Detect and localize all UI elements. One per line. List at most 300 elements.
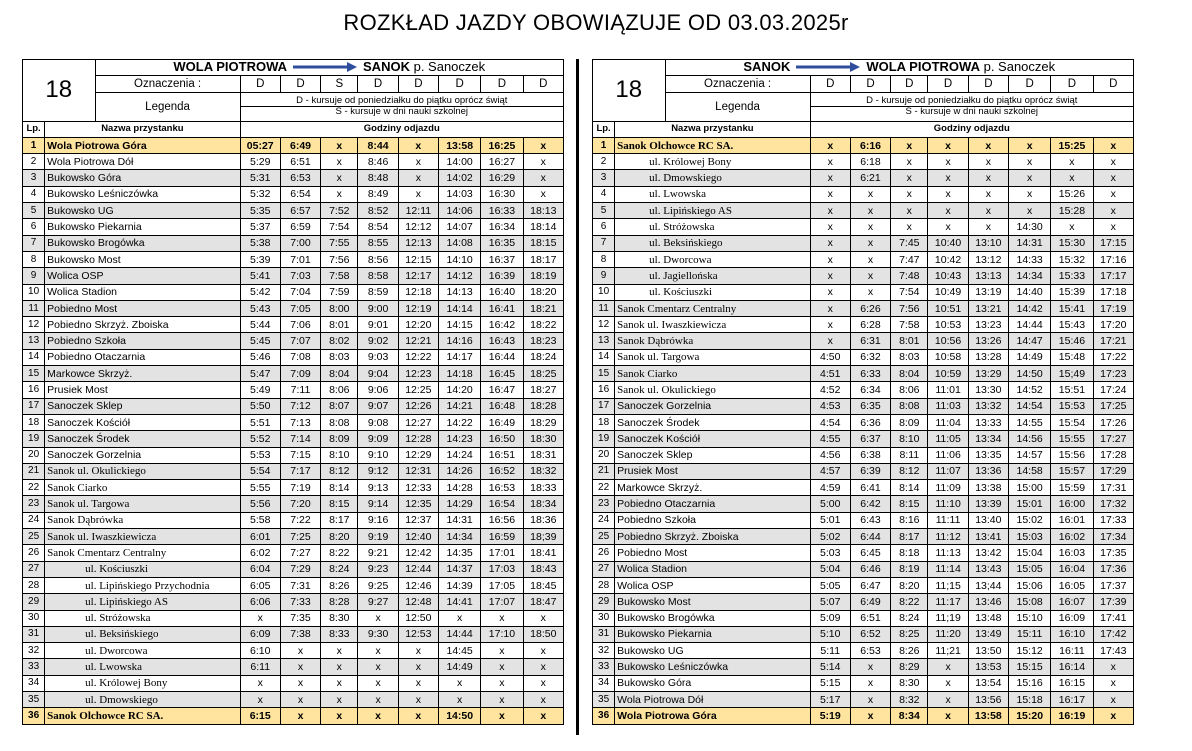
stop-row xyxy=(23,317,564,333)
departure-time: 18:32 xyxy=(523,463,563,479)
departure-time: 8:18 xyxy=(891,545,928,561)
departure-time: 18:25 xyxy=(523,366,563,382)
stop-name: Sanok Olchowce RC SA. xyxy=(615,137,810,153)
departure-time: 5:47 xyxy=(240,366,280,382)
stop-number: 5 xyxy=(23,203,45,219)
stop-name: Wolica OSP xyxy=(45,268,240,284)
departure-time: x xyxy=(481,708,523,724)
departure-time: 12:28 xyxy=(398,431,438,447)
stop-name: ul. Królowej Bony xyxy=(615,154,810,170)
stop-name: Bukowsko Leśniczówka xyxy=(45,186,240,202)
departure-time: 10:40 xyxy=(928,235,968,251)
departure-time: x xyxy=(1008,137,1050,153)
stop-number: 31 xyxy=(23,626,45,642)
legend-label: Legenda xyxy=(95,92,240,121)
departure-time: 8:17 xyxy=(891,529,928,545)
departure-time: 13:50 xyxy=(968,643,1008,659)
stop-row xyxy=(23,366,564,382)
stop-name: Sanok Cmentarz Centralny xyxy=(615,300,810,316)
stop-name: Bukowsko Most xyxy=(45,251,240,267)
departure-time: 7:35 xyxy=(280,610,320,626)
stop-number: 11 xyxy=(593,300,615,316)
departure-time: 5:45 xyxy=(240,333,280,349)
stop-row xyxy=(23,398,564,414)
departure-time: 14:50 xyxy=(438,708,480,724)
departure-time: 8:30 xyxy=(891,675,928,691)
departure-time: 6:49 xyxy=(850,594,890,610)
departure-time: 7:29 xyxy=(280,561,320,577)
departure-time: 8:00 xyxy=(321,300,358,316)
stop-row xyxy=(23,594,564,610)
departure-time: x xyxy=(928,708,968,724)
stop-name: ul. Jagiellońska xyxy=(615,268,810,284)
departure-time: 9:13 xyxy=(358,480,398,496)
stop-row xyxy=(23,691,564,707)
departure-time: 16:11 xyxy=(1051,643,1093,659)
departure-time: 6:35 xyxy=(850,398,890,414)
stop-row xyxy=(593,610,1134,626)
departure-time: 15:33 xyxy=(1051,268,1093,284)
departure-time: x xyxy=(850,659,890,675)
departure-time: 8:02 xyxy=(321,333,358,349)
departure-time: 17:43 xyxy=(1093,643,1133,659)
stop-name: Wolica OSP xyxy=(615,577,810,593)
departure-time: x xyxy=(891,219,928,235)
stop-row xyxy=(593,268,1134,284)
departure-time: x xyxy=(1093,675,1133,691)
course-marker: D xyxy=(1051,76,1093,92)
departure-time: x xyxy=(358,675,398,691)
departure-time: 17:36 xyxy=(1093,561,1133,577)
departure-time: x xyxy=(810,333,850,349)
course-marker: D xyxy=(1008,76,1050,92)
departure-time: 8:34 xyxy=(891,708,928,724)
departure-time: 5:17 xyxy=(810,691,850,707)
departure-time: 12:18 xyxy=(398,284,438,300)
departure-time: 18:45 xyxy=(523,577,563,593)
stop-number: 27 xyxy=(23,561,45,577)
departure-time: 5:03 xyxy=(810,545,850,561)
departure-time: 11:13 xyxy=(928,545,968,561)
departure-time: 6:21 xyxy=(850,170,890,186)
stop-number: 34 xyxy=(593,675,615,691)
stop-number: 35 xyxy=(23,691,45,707)
departure-time: 6:59 xyxy=(280,219,320,235)
departure-time: 6:37 xyxy=(850,431,890,447)
col-lp: Lp. xyxy=(23,121,45,137)
departure-time: x xyxy=(438,610,480,626)
departure-time: 16:33 xyxy=(481,203,523,219)
departure-time: 14:49 xyxy=(438,659,480,675)
departure-time: 7:00 xyxy=(280,235,320,251)
stop-row xyxy=(23,447,564,463)
departure-time: 12:33 xyxy=(398,480,438,496)
departure-time: 7:56 xyxy=(891,300,928,316)
legend-line-d: D - kursuje od poniedziałku do piątku oprócz świąt xyxy=(296,95,508,107)
route-via: p. Sanoczek xyxy=(413,59,486,75)
departure-time: 9:16 xyxy=(358,512,398,528)
stop-name: Bukowsko Piekarnia xyxy=(45,219,240,235)
stop-number: 14 xyxy=(23,349,45,365)
departure-time: 6:44 xyxy=(850,529,890,545)
departure-time: 7:03 xyxy=(280,268,320,284)
departure-time: 8:25 xyxy=(891,626,928,642)
stop-name: Sanok Olchowce RC SA. xyxy=(45,708,240,724)
departure-time: 11:04 xyxy=(928,414,968,430)
departure-time: x xyxy=(398,675,438,691)
departure-time: x xyxy=(280,708,320,724)
departure-time: 5:32 xyxy=(240,186,280,202)
stop-name: Markowce Skrzyż. xyxy=(615,480,810,496)
departure-time: x xyxy=(850,186,890,202)
departure-time: 7:54 xyxy=(321,219,358,235)
departure-time: 11:06 xyxy=(928,447,968,463)
stop-name: Prusiek Most xyxy=(615,463,810,479)
departure-time: 8:22 xyxy=(321,545,358,561)
stop-number: 7 xyxy=(593,235,615,251)
departure-time: 9:09 xyxy=(358,431,398,447)
departure-time: x xyxy=(850,708,890,724)
stop-row xyxy=(23,480,564,496)
departure-time: 18:36 xyxy=(523,512,563,528)
departure-time: x xyxy=(1008,203,1050,219)
departure-time: 6:10 xyxy=(240,643,280,659)
departure-time: 5:02 xyxy=(810,529,850,545)
departure-time: 8:01 xyxy=(321,317,358,333)
stop-name: ul. Lipińskiego AS xyxy=(615,203,810,219)
departure-time: 9:21 xyxy=(358,545,398,561)
departure-time: x xyxy=(1093,137,1133,153)
departure-time: 8:54 xyxy=(358,219,398,235)
departure-time: 11;21 xyxy=(928,643,968,659)
departure-time: x xyxy=(891,186,928,202)
departure-time: 14:24 xyxy=(438,447,480,463)
departure-time: 5:54 xyxy=(240,463,280,479)
route-to: SANOK xyxy=(363,59,410,75)
stop-row xyxy=(593,414,1134,430)
stop-name: ul. Kościuszki xyxy=(615,284,810,300)
departure-time: 14:49 xyxy=(1008,349,1050,365)
departure-time: 5:04 xyxy=(810,561,850,577)
stop-number: 13 xyxy=(593,333,615,349)
departure-time: 14:44 xyxy=(438,626,480,642)
departure-time: 12:31 xyxy=(398,463,438,479)
departure-time: x xyxy=(398,137,438,153)
departure-time: 17:34 xyxy=(1093,529,1133,545)
stop-name: Pobiedno Most xyxy=(615,545,810,561)
departure-time: 17:16 xyxy=(1093,251,1133,267)
departure-time: 10:43 xyxy=(928,268,968,284)
stop-row xyxy=(23,529,564,545)
departure-time: 6:04 xyxy=(240,561,280,577)
departure-time: x xyxy=(968,154,1008,170)
departure-time: 8:08 xyxy=(891,398,928,414)
departure-time: 10:59 xyxy=(928,366,968,382)
stop-row xyxy=(593,594,1134,610)
departure-time: 16:02 xyxy=(1051,529,1093,545)
stop-name: ul. Beksińskiego xyxy=(45,626,240,642)
departure-time: 14:58 xyxy=(1008,463,1050,479)
stop-name: Wola Piotrowa Góra xyxy=(615,708,810,724)
departure-time: 10:51 xyxy=(928,300,968,316)
departure-time: 6:01 xyxy=(240,529,280,545)
stop-row xyxy=(23,137,564,153)
stop-row xyxy=(23,333,564,349)
stop-number: 18 xyxy=(23,414,45,430)
stop-name: Sanok Dąbrówka xyxy=(615,333,810,349)
departure-time: 14:30 xyxy=(1008,219,1050,235)
stop-name: Bukowsko UG xyxy=(45,203,240,219)
departure-time: 14:22 xyxy=(438,414,480,430)
stop-name: Pobiedno Skrzyż. Zboiska xyxy=(45,317,240,333)
departure-time: x xyxy=(968,219,1008,235)
course-marker: S xyxy=(321,76,358,92)
departure-time: 16:56 xyxy=(481,512,523,528)
stop-number: 1 xyxy=(593,137,615,153)
departure-time: 16:27 xyxy=(481,154,523,170)
stop-number: 25 xyxy=(593,529,615,545)
stop-row xyxy=(593,643,1134,659)
departure-time: 18:21 xyxy=(523,300,563,316)
departure-time: 16:54 xyxy=(481,496,523,512)
course-marker: D xyxy=(481,76,523,92)
departure-time: 18:15 xyxy=(523,235,563,251)
departure-time: 8:16 xyxy=(891,512,928,528)
departure-time: 13:12 xyxy=(968,251,1008,267)
departure-time: 12:20 xyxy=(398,317,438,333)
stop-number: 1 xyxy=(23,137,45,153)
departure-time: 16:50 xyxy=(481,431,523,447)
stop-name: Sanoczek Gorzelnia xyxy=(615,398,810,414)
route-number: 18 xyxy=(23,60,96,122)
departure-time: 14:42 xyxy=(1008,300,1050,316)
departure-time: 9:02 xyxy=(358,333,398,349)
stop-name: ul. Stróżowska xyxy=(615,219,810,235)
departure-time: 12:22 xyxy=(398,349,438,365)
departure-time: 16:30 xyxy=(481,186,523,202)
departure-time: 8:06 xyxy=(321,382,358,398)
departure-time: x xyxy=(240,675,280,691)
stop-row xyxy=(23,414,564,430)
departure-time: x xyxy=(1051,154,1093,170)
departure-time: 9:19 xyxy=(358,529,398,545)
stop-number: 3 xyxy=(593,170,615,186)
departure-time: x xyxy=(850,219,890,235)
departure-time: 7:47 xyxy=(891,251,928,267)
stop-name: ul. Lipińskiego Przychodnia xyxy=(45,577,240,593)
departure-time: 11:12 xyxy=(928,529,968,545)
departure-time: x xyxy=(240,691,280,707)
departure-time: 18:24 xyxy=(523,349,563,365)
stop-name: Sanok Cmentarz Centralny xyxy=(45,545,240,561)
departure-time: 6:39 xyxy=(850,463,890,479)
departure-time: 6:18 xyxy=(850,154,890,170)
legend-line-s: S - kursuje w dni nauki szkolnej xyxy=(241,106,563,117)
departure-time: 8:01 xyxy=(891,333,928,349)
departure-time: 15:02 xyxy=(1008,512,1050,528)
departure-time: 8:11 xyxy=(891,447,928,463)
departure-time: 4:57 xyxy=(810,463,850,479)
stop-name: Prusiek Most xyxy=(45,382,240,398)
departure-time: 16:34 xyxy=(481,219,523,235)
departure-time: 14:57 xyxy=(1008,447,1050,463)
departure-time: x xyxy=(358,708,398,724)
departure-time: 13:38 xyxy=(968,480,1008,496)
departure-time: 14:47 xyxy=(1008,333,1050,349)
departure-time: 13:10 xyxy=(968,235,1008,251)
stop-name: ul. Stróżowska xyxy=(45,610,240,626)
stop-number: 36 xyxy=(593,708,615,724)
stop-name: Wolica Stadion xyxy=(615,561,810,577)
departure-time: 16:41 xyxy=(481,300,523,316)
departure-time: 14:50 xyxy=(1008,366,1050,382)
departure-time: x xyxy=(481,659,523,675)
departure-time: 17:21 xyxy=(1093,333,1133,349)
departure-time: x xyxy=(968,137,1008,153)
stop-number: 6 xyxy=(23,219,45,235)
departure-time: 8:22 xyxy=(891,594,928,610)
departure-time: 8:12 xyxy=(321,463,358,479)
departure-time: 14:55 xyxy=(1008,414,1050,430)
departure-time: 13:46 xyxy=(968,594,1008,610)
departure-time: x xyxy=(481,675,523,691)
stop-number: 29 xyxy=(593,594,615,610)
departure-time: 6:16 xyxy=(850,137,890,153)
departure-time: 8:04 xyxy=(891,366,928,382)
departure-time: 7:01 xyxy=(280,251,320,267)
departure-time: 13:48 xyxy=(968,610,1008,626)
departure-time: x xyxy=(850,235,890,251)
departure-time: x xyxy=(1093,170,1133,186)
stop-row xyxy=(23,626,564,642)
departure-time: x xyxy=(810,154,850,170)
departure-time: 18:14 xyxy=(523,219,563,235)
departure-time: 8:06 xyxy=(891,382,928,398)
departure-time: 7:05 xyxy=(280,300,320,316)
departure-time: 18:13 xyxy=(523,203,563,219)
departure-time: 11;19 xyxy=(928,610,968,626)
departure-time: 14:18 xyxy=(438,366,480,382)
stop-name: ul. Królowej Bony xyxy=(45,675,240,691)
departure-time: 13:26 xyxy=(968,333,1008,349)
stop-row xyxy=(23,349,564,365)
departure-time: 6:34 xyxy=(850,382,890,398)
stop-row xyxy=(23,431,564,447)
stop-row xyxy=(593,317,1134,333)
departure-time: 8:15 xyxy=(891,496,928,512)
departure-time: 4:55 xyxy=(810,431,850,447)
departure-time: 14:07 xyxy=(438,219,480,235)
departure-time: x xyxy=(810,251,850,267)
departure-time: x xyxy=(928,675,968,691)
departure-time: 15:30 xyxy=(1051,235,1093,251)
departure-time: 9:10 xyxy=(358,447,398,463)
departure-time: 5:56 xyxy=(240,496,280,512)
departure-time: 15:06 xyxy=(1008,577,1050,593)
departure-time: 11:03 xyxy=(928,398,968,414)
stop-number: 35 xyxy=(593,691,615,707)
departure-time: 5:01 xyxy=(810,512,850,528)
stop-name: Sanok ul. Targowa xyxy=(615,349,810,365)
departure-time: 8:14 xyxy=(321,480,358,496)
departure-time: 15:59 xyxy=(1051,480,1093,496)
departure-time: 17:22 xyxy=(1093,349,1133,365)
stop-number: 8 xyxy=(593,251,615,267)
stop-number: 17 xyxy=(23,398,45,414)
departure-time: x xyxy=(523,659,563,675)
stop-row xyxy=(593,137,1134,153)
stop-row xyxy=(23,577,564,593)
departure-time: 8:26 xyxy=(891,643,928,659)
departure-time: 9:23 xyxy=(358,561,398,577)
departure-time: 5:39 xyxy=(240,251,280,267)
stop-row xyxy=(593,561,1134,577)
departure-time: 6:09 xyxy=(240,626,280,642)
departure-time: x xyxy=(810,268,850,284)
departure-time: x xyxy=(438,691,480,707)
departure-time: 16:07 xyxy=(1051,594,1093,610)
stop-number: 9 xyxy=(593,268,615,284)
departure-time: 18:29 xyxy=(523,414,563,430)
departure-time: 7:48 xyxy=(891,268,928,284)
departure-time: 8:24 xyxy=(321,561,358,577)
departure-time: 8:19 xyxy=(891,561,928,577)
departure-time: 17:18 xyxy=(1093,284,1133,300)
departure-time: x xyxy=(850,691,890,707)
stop-number: 29 xyxy=(23,594,45,610)
departure-time: 5:15 xyxy=(810,675,850,691)
stop-name: Sanoczek Środek xyxy=(615,414,810,430)
stop-row xyxy=(593,480,1134,496)
departure-time: 7:17 xyxy=(280,463,320,479)
departure-time: x xyxy=(810,186,850,202)
departure-time: x xyxy=(523,708,563,724)
departure-time: 15:43 xyxy=(1051,317,1093,333)
departure-time: 16:19 xyxy=(1051,708,1093,724)
departure-time: x xyxy=(523,675,563,691)
departure-time: x xyxy=(928,170,968,186)
departure-time: 15:01 xyxy=(1008,496,1050,512)
departure-time: 14:41 xyxy=(438,594,480,610)
departure-time: 14:00 xyxy=(438,154,480,170)
departure-time: 11:17 xyxy=(928,594,968,610)
stop-number: 23 xyxy=(23,496,45,512)
stop-number: 14 xyxy=(593,349,615,365)
departure-time: x xyxy=(810,137,850,153)
departure-time: 15:20 xyxy=(1008,708,1050,724)
departure-time: 17:37 xyxy=(1093,577,1133,593)
stop-row xyxy=(23,545,564,561)
stop-row xyxy=(23,203,564,219)
departure-time: 5:31 xyxy=(240,170,280,186)
departure-time: 8:49 xyxy=(358,186,398,202)
course-marker: D xyxy=(438,76,480,92)
departure-time: x xyxy=(968,203,1008,219)
departure-time: 12:37 xyxy=(398,512,438,528)
departure-time: 11:09 xyxy=(928,480,968,496)
stop-number: 7 xyxy=(23,235,45,251)
route-number: 18 xyxy=(593,60,666,122)
departure-time: 15:11 xyxy=(1008,626,1050,642)
stop-row xyxy=(593,398,1134,414)
departure-time: 13:35 xyxy=(968,447,1008,463)
stop-name: ul. Dmowskiego xyxy=(45,691,240,707)
stop-row xyxy=(23,170,564,186)
departure-time: x xyxy=(810,317,850,333)
departure-time: 7:13 xyxy=(280,414,320,430)
departure-time: 6:51 xyxy=(280,154,320,170)
departure-time: 8:09 xyxy=(891,414,928,430)
